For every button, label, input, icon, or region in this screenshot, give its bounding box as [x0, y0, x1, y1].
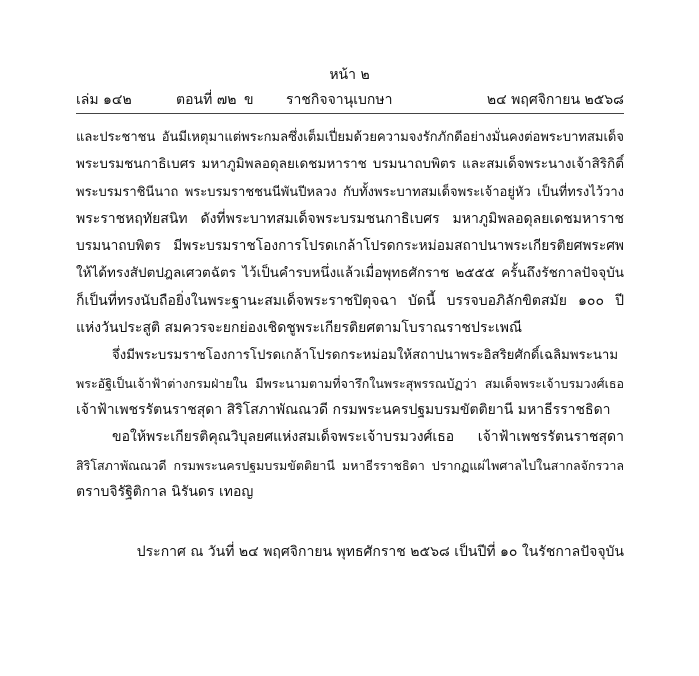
paragraph-3-line: ตราบจิรัฐิติกาล นิรันดร เทอญ: [76, 483, 254, 500]
paragraph-3-line: ขอให้พระเกียรติคุณวิบุลยศแห่งสมเด็จพระเจ้าบรมวงศ์เธอ เจ้าฟ้าเพชรรัตนราชสุดา: [112, 429, 624, 446]
paragraph-2-line: จึ่งมีพระบรมราชโองการโปรดเกล้าโปรดกระหม่อมให้สถาปนาพระอิสริยศักดิ์เฉลิมพระนาม: [112, 348, 619, 364]
paragraph-1-line: พระบรมชนกาธิเบศร มหาภูมิพลอดุลยเดชมหาราช บรมนาถบพิตร และสมเด็จพระนางเจ้าสิริกิติ์: [76, 156, 624, 173]
gazette-header: [76, 88, 624, 112]
header-volume: เล่ม ๑๔๒: [76, 92, 132, 108]
header-divider: [76, 113, 624, 114]
paragraph-1-line: และประชาชน อันมีเหตุมาแต่พระกมลซึ่งเต็มเปี่ยมด้วยความจงรักภักดีอย่างมั่นคงต่อพระบาทสมเด็จ: [76, 130, 624, 145]
paragraph-2-line: พระอัฐิเป็นเจ้าฟ้าต่างกรมฝ่ายใน มีพระนามตามที่จารึกในพระสุพรรณบัฏว่า สมเด็จพระเจ้าบรมวงศ์เธอ: [76, 375, 624, 391]
proclamation-date: ประกาศ ณ วันที่ ๒๔ พฤศจิกายน พุทธศักราช ๒๕๖๘ เป็นปีที่ ๑๐ ในรัชกาลปัจจุบัน: [136, 544, 624, 560]
header-issue: ตอนที่ ๗๒: [176, 92, 237, 108]
page-number: หน้า ๒: [329, 67, 370, 83]
paragraph-2-line: เจ้าฟ้าเพชรรัตนราชสุดา สิริโสภาพัณณวดี กรมพระนครปฐมบรมขัตติยานี มหาธีรราชธิดา: [76, 401, 611, 418]
body-text: [76, 124, 624, 506]
header-section: ข: [244, 92, 254, 108]
paragraph-1-line: พระราชหฤทัยสนิท ดังที่พระบาทสมเด็จพระบรมชนกาธิเบศร มหาภูมิพลอดุลยเดชมหาราช: [76, 210, 624, 227]
paragraph-1-line: แห่งวันประสูติ สมควรจะยกย่องเชิดชูพระเกียรติยศตามโบราณราชประเพณี: [76, 320, 522, 337]
paragraph-1-line: ให้ได้ทรงสัปตปฎลเศวตฉัตร ไว้เป็นคำรบหนึ่งแล้วเมื่อพุทธศักราช ๒๕๕๕ ครั้นถึงรัชกาลปัจจุบัน: [76, 265, 624, 282]
paragraph-1-line: บรมนาถบพิตร มีพระบรมราชโองการโปรดเกล้าโปรดกระหม่อมสถาปนาพระเกียรติยศพระศพ: [76, 238, 624, 255]
header-date: ๒๔ พฤศจิกายน ๒๕๖๘: [486, 92, 624, 108]
header-gazette-title: ราชกิจจานุเบกษา: [286, 92, 393, 108]
paragraph-1-line: ก็เป็นที่ทรงนับถือยิ่งในพระฐานะสมเด็จพระราชปิตุจฉา บัดนี้ บรรจบอภิลักขิตสมัย ๑๐๐ ปี: [76, 292, 624, 309]
paragraph-3-line: สิริโสภาพัณณวดี กรมพระนครปฐมบรมขัตติยานี มหาธีรราชธิดา ปรากฏแผ่ไพศาลไปในสากลจักรวาล: [76, 457, 624, 473]
paragraph-1-line: พระบรมราชินีนาถ พระบรมราชชนนีพันปีหลวง กับทั้งพระบาทสมเด็จพระเจ้าอยู่หัว เป็นที่ทรงไว้วาง: [76, 184, 624, 200]
